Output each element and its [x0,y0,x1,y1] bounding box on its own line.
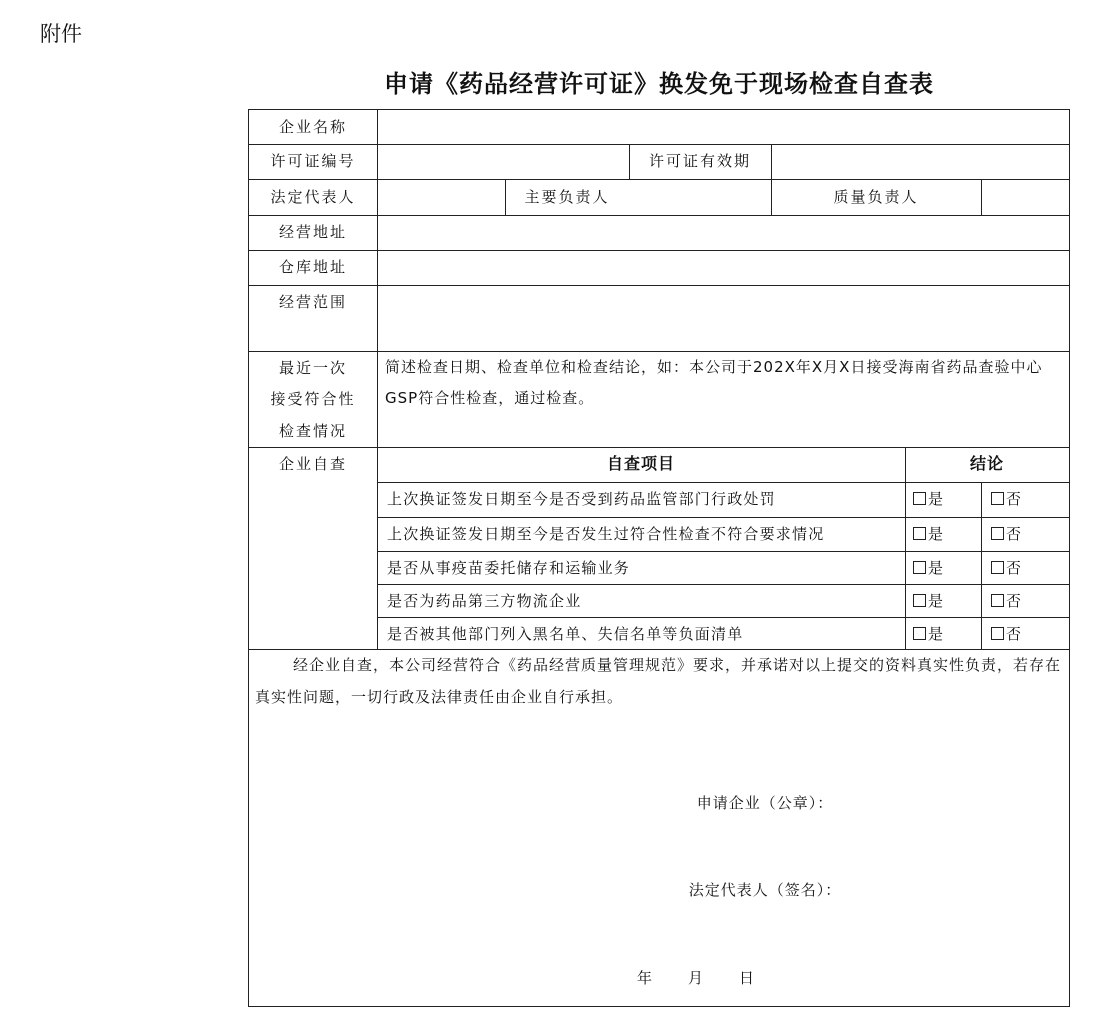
label-company-name: 企业名称 [278,118,347,136]
label-license-validity: 许可证有效期 [648,152,751,170]
check-item-1: 上次换证签发日期至今是否受到药品监管部门行政处罚 [387,490,776,508]
col-divider [905,447,906,649]
checkbox-icon[interactable] [913,627,926,640]
checkbox-icon[interactable] [991,627,1004,640]
checkbox-icon[interactable] [913,527,926,540]
label-license-no: 许可证编号 [270,152,356,170]
option-yes[interactable] [913,557,943,578]
option-yes[interactable] [913,488,943,509]
label-inspection-line2: 接受符合性 [270,390,356,408]
option-yes-label: 是 [928,592,944,610]
label-warehouse-address: 仓库地址 [278,258,347,276]
declaration-text: 经企业自查，本公司经营符合《药品经营质量管理规范》要求，并承诺对以上提交的资料真实性负责，若存在真实性问题，一切行政及法律责任由企业自行承担。 [255,656,1062,706]
col-divider [981,179,982,215]
option-yes-label: 是 [928,490,944,508]
row-divider [377,617,1069,618]
option-yes-label: 是 [928,559,944,577]
check-item-2: 上次换证签发日期至今是否发生过符合性检查不符合要求情况 [387,525,825,543]
row-divider [377,551,1069,552]
label-inspection-line1: 最近一次 [278,359,347,377]
self-check-form [248,109,1070,1007]
option-no[interactable] [991,488,1021,509]
row-divider [377,517,1069,518]
label-self-check: 企业自查 [278,455,347,473]
legal-rep-signature-label: 法定代表人（签名）： [688,881,842,899]
option-no[interactable] [991,623,1021,644]
option-no-label: 否 [1006,592,1022,610]
header-check-item: 自查项目 [606,454,675,473]
checkbox-icon[interactable] [913,561,926,574]
checkbox-icon[interactable] [991,492,1004,505]
option-no-label: 否 [1006,559,1022,577]
label-legal-rep: 法定代表人 [270,188,356,206]
option-no[interactable] [991,590,1021,611]
row-divider [249,179,1069,180]
checkbox-icon[interactable] [991,594,1004,607]
option-yes[interactable] [913,590,943,611]
option-no[interactable] [991,523,1021,544]
option-no[interactable] [991,557,1021,578]
label-inspection-line3: 检查情况 [278,422,347,440]
option-yes[interactable] [913,623,943,644]
row-divider [249,144,1069,145]
applicant-seal-label: 申请企业（公章）： [696,794,834,812]
label-quality-manager: 质量负责人 [833,188,919,206]
row-divider [249,215,1069,216]
col-divider [377,110,378,649]
checkbox-icon[interactable] [991,561,1004,574]
check-item-4: 是否为药品第三方物流企业 [387,592,582,610]
label-business-scope: 经营范围 [278,293,347,311]
row-divider [249,285,1069,286]
option-yes[interactable] [913,523,943,544]
row-divider [377,482,1069,483]
col-divider [981,482,982,649]
label-main-manager: 主要负责人 [524,188,610,206]
option-no-label: 否 [1006,490,1022,508]
checkbox-icon[interactable] [991,527,1004,540]
checkbox-icon[interactable] [913,594,926,607]
checkbox-icon[interactable] [913,492,926,505]
check-item-3: 是否从事疫苗委托储存和运输业务 [387,559,631,577]
header-result: 结论 [969,454,1004,473]
option-yes-label: 是 [928,625,944,643]
attachment-label: 附件 [40,22,82,46]
option-yes-label: 是 [928,525,944,543]
inspection-description: 简述检查日期、检查单位和检查结论，如：本公司于202X年X月X日接受海南省药品查验中心GSP符合性检查，通过检查。 [385,358,1043,407]
option-no-label: 否 [1006,625,1022,643]
date-line: 年 月 日 [637,969,757,987]
check-item-5: 是否被其他部门列入黑名单、失信名单等负面清单 [387,625,744,643]
label-business-address: 经营地址 [278,223,347,241]
form-title: 申请《药品经营许可证》换发免于现场检查自查表 [384,69,934,98]
row-divider [377,584,1069,585]
option-no-label: 否 [1006,525,1022,543]
row-divider [249,250,1069,251]
row-divider [249,447,1069,448]
